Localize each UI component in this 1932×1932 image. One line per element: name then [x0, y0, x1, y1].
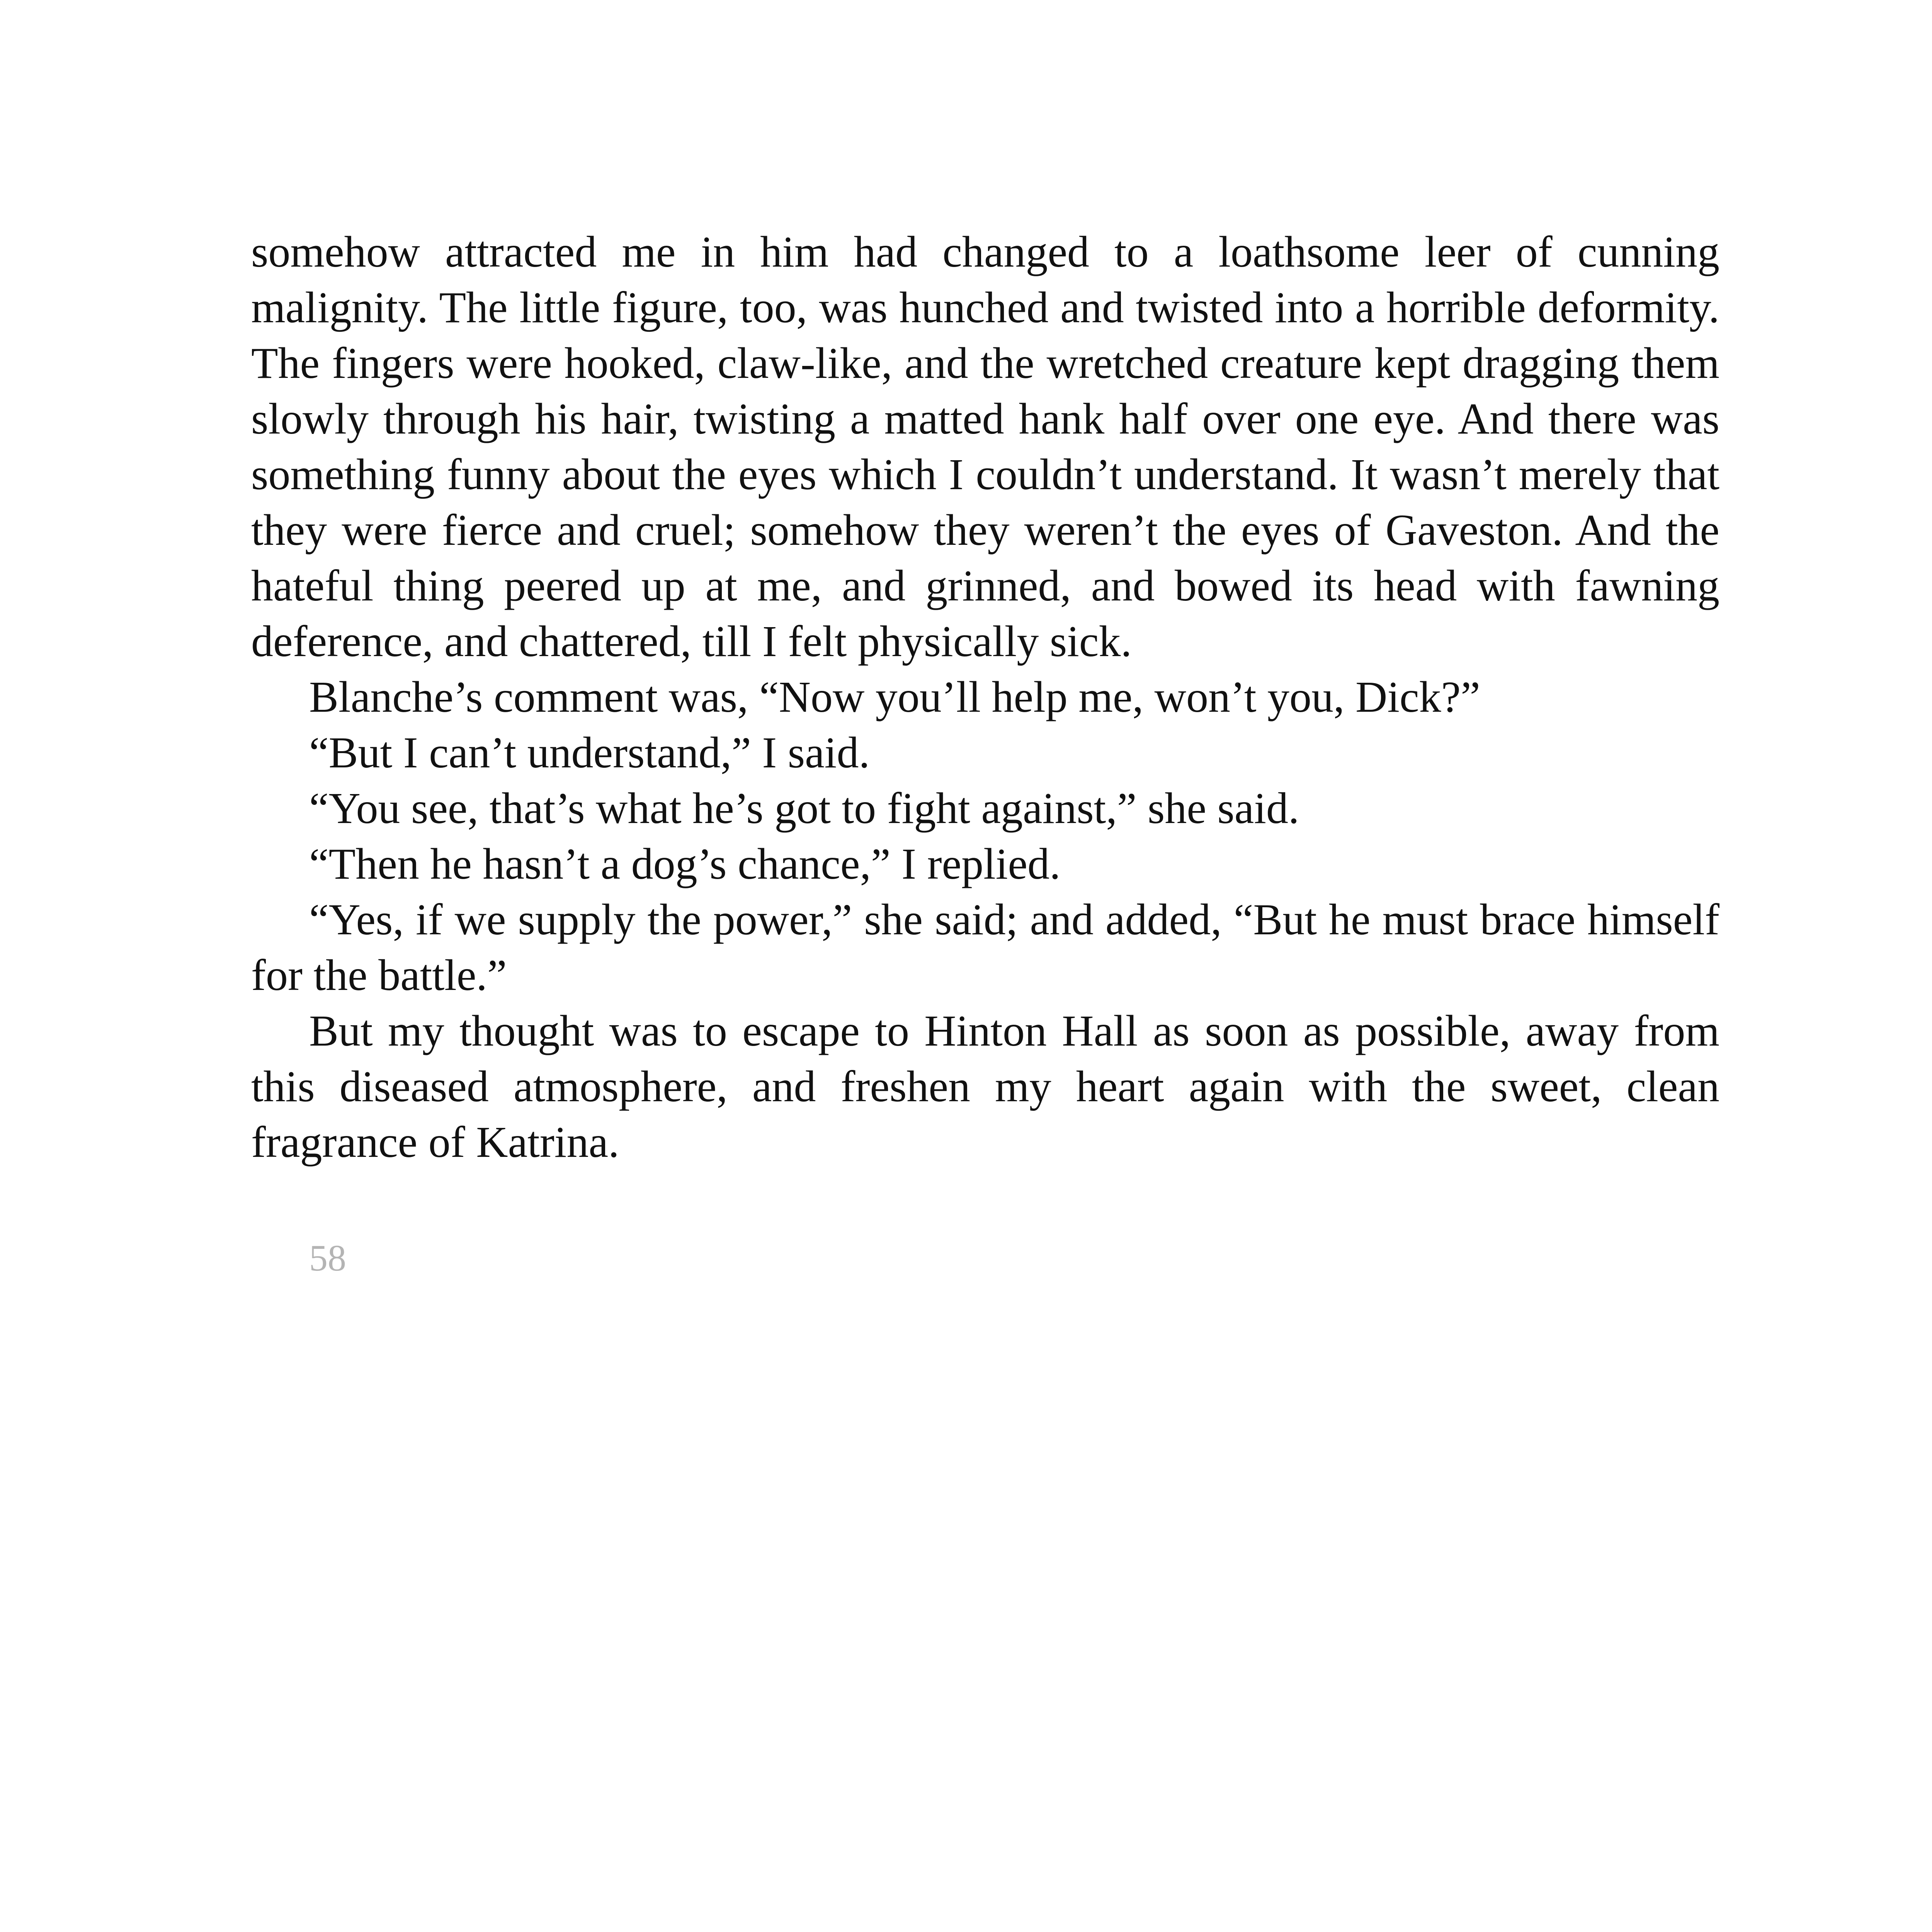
body-text	[251, 224, 1719, 1170]
paragraph-cant-understand: “But I can’t understand,” I said.	[309, 728, 870, 777]
paragraph-blanche-comment: Blanche’s comment was, “Now you’ll help me, won’t you, Dick?”	[309, 672, 1480, 721]
paragraph-continued: somehow attracted me in him had changed to a loathsome leer of cunning malignity. The little figure, too, was hunched and twisted into a horrible deformity. The fingers were hooked, claw-like, and the wretched creature kept dragging them slowly through his hair, twisting a matted hank half over one eye. And there was something funny about the eyes which I couldn’t understand. It wasn’t merely that they were fierce and cruel; somehow they weren’t the eyes of Gaveston. And the hateful thing peered up at me, and grinned, and bowed its head with fawning deference, and chattered, till I felt physically sick.	[251, 227, 1719, 666]
paragraph-supply-power: “Yes, if we supply the power,” she said; and added, “But he must brace himself for the battle.”	[251, 895, 1719, 1000]
paragraph-fight-against: “You see, that’s what he’s got to fight against,” she said.	[309, 784, 1299, 833]
paragraph-escape-hinton-hall: But my thought was to escape to Hinton Hall as soon as possible, away from this diseased atmosphere, and freshen my heart again with the sweet, clean fragrance of Katrina.	[251, 1006, 1719, 1167]
page-number: 58	[309, 1237, 346, 1279]
paragraph-dogs-chance: “Then he hasn’t a dog’s chance,” I replied.	[309, 839, 1061, 888]
